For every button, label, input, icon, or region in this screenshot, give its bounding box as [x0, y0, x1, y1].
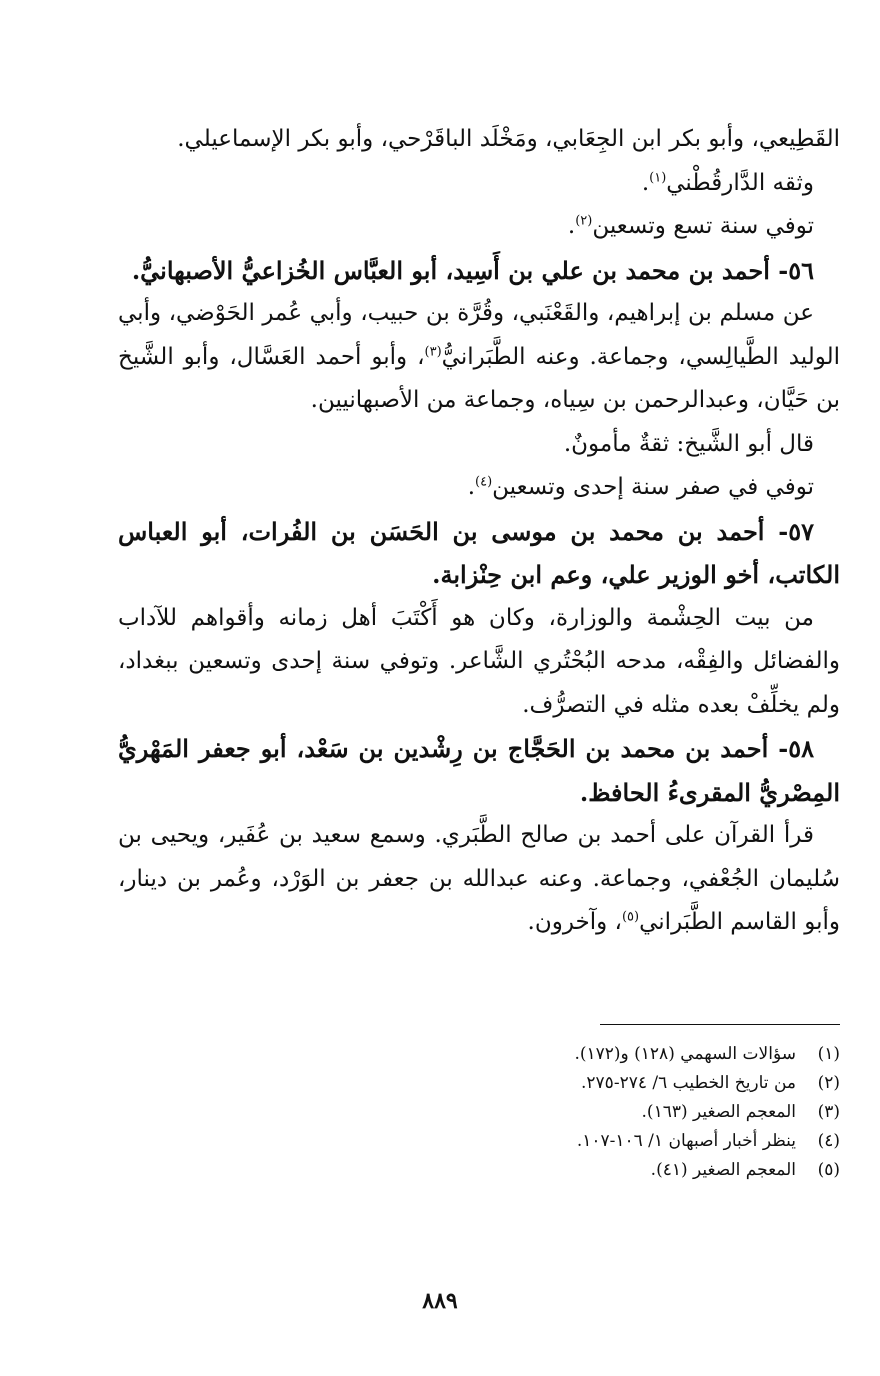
paragraph-continuation: القَطِيعي، وأبو بكر ابن الجِعَابي، ومَخْلَد الباقَرْحي، وأبو بكر الإسماعيلي. [177, 126, 840, 152]
footnote-ref-5[interactable]: (٥) [621, 909, 640, 925]
footnote-number: (٢) [817, 1073, 840, 1093]
footnotes [300, 1040, 840, 1185]
paragraph-entry-58: قرأ القرآن على أحمد بن صالح الطَّبَري. وسمع سعيد بن عُفَير، ويحيى بن سُليمان الجُعْفي، وجماعة. وعنه عبدالله بن جعفر بن الوَرْد، وعُمر بن دينار، وأبو القاسم الطَّبَراني$^{(٥)}$، وآخرون. [118, 822, 840, 935]
footnote-text: من تاريخ الخطيب ٦/ ٢٧٤-٢٧٥. [581, 1073, 796, 1093]
footnote-4 [300, 1127, 840, 1156]
footnote-ref-1[interactable]: (١) [649, 169, 667, 185]
paragraph-death-99: توفي سنة تسع وتسعين$^{(٢)}$. [567, 213, 814, 239]
paragraph-entry-56: عن مسلم بن إبراهيم، والقَعْنَبي، وقُرَّة بن حبيب، وأبي عُمر الحَوْضي، وأبي الوليد الطَّيالِسي، وجماعة. وعنه الطَّبَرانيُّ$^{(٣)}$، وأبو أحمد العَسَّال، وأبو الشَّيخ بن حَيَّان، وعبدالرحمن بن سِياه، وجماعة من الأصبهانيين. [118, 300, 840, 413]
entry-heading-56: ٥٦- أحمد بن محمد بن علي بن أَسِيد، أبو العبَّاس الخُزاعيُّ الأصبهانيُّ. [131, 255, 814, 285]
entry-heading-57: ٥٧- أحمد بن محمد بن موسى بن الحَسَن بن الفُرات، أبو العباس الكاتب، أخو الوزير علي، وعم ابن حِنْزابة. [118, 516, 840, 589]
entry-heading-58: ٥٨- أحمد بن محمد بن الحَجَّاج بن رِشْدين بن سَعْد، أبو جعفر المَهْريُّ المِصْريُّ المقرىءُ الحافظ. [118, 734, 840, 807]
footnote-text: المعجم الصغير (١٦٣). [641, 1102, 796, 1122]
footnote-number: (٣) [817, 1102, 840, 1122]
footnote-ref-4[interactable]: (٤) [475, 474, 493, 490]
paragraph-death-91: توفي في صفر سنة إحدى وتسعين$^{(٤)}$. [467, 474, 814, 500]
footnote-number: (٥) [817, 1160, 840, 1180]
footnote-3 [300, 1098, 840, 1127]
footnote-5 [300, 1156, 840, 1185]
footnote-ref-2[interactable]: (٢) [575, 213, 593, 229]
main-text [118, 118, 840, 945]
page-number: ٨٨٩ [422, 1288, 458, 1314]
paragraph-abu-alshaykh: قال أبو الشَّيخ: ثقةٌ مأمونٌ. [563, 430, 814, 457]
footnote-divider [600, 1024, 840, 1025]
footnote-number: (١) [817, 1044, 840, 1064]
paragraph-daraqutni: وثقه الدَّارقُطْني$^{(١)}$. [641, 169, 814, 196]
footnote-text: سؤالات السهمي (١٢٨) و(١٧٢). [574, 1044, 796, 1064]
footnote-text: ينظر أخبار أصبهان ١/ ١٠٦-١٠٧. [576, 1131, 796, 1151]
footnote-ref-3[interactable]: (٣) [424, 343, 442, 359]
footnote-text: المعجم الصغير (٤١). [650, 1160, 796, 1180]
footnote-1 [300, 1040, 840, 1069]
paragraph-entry-57: من بيت الحِشْمة والوزارة، وكان هو أَكْتَبَ أهل زمانه وأقواهم للآداب والفضائل والفِقْه، مدحه البُحْتُري الشَّاعر. وتوفي سنة إحدى وتسعين ببغداد، ولم يخلِّفْ بعده مثله في التصرُّف. [118, 604, 840, 718]
footnote-2 [300, 1069, 840, 1098]
footnote-number: (٤) [817, 1131, 840, 1151]
